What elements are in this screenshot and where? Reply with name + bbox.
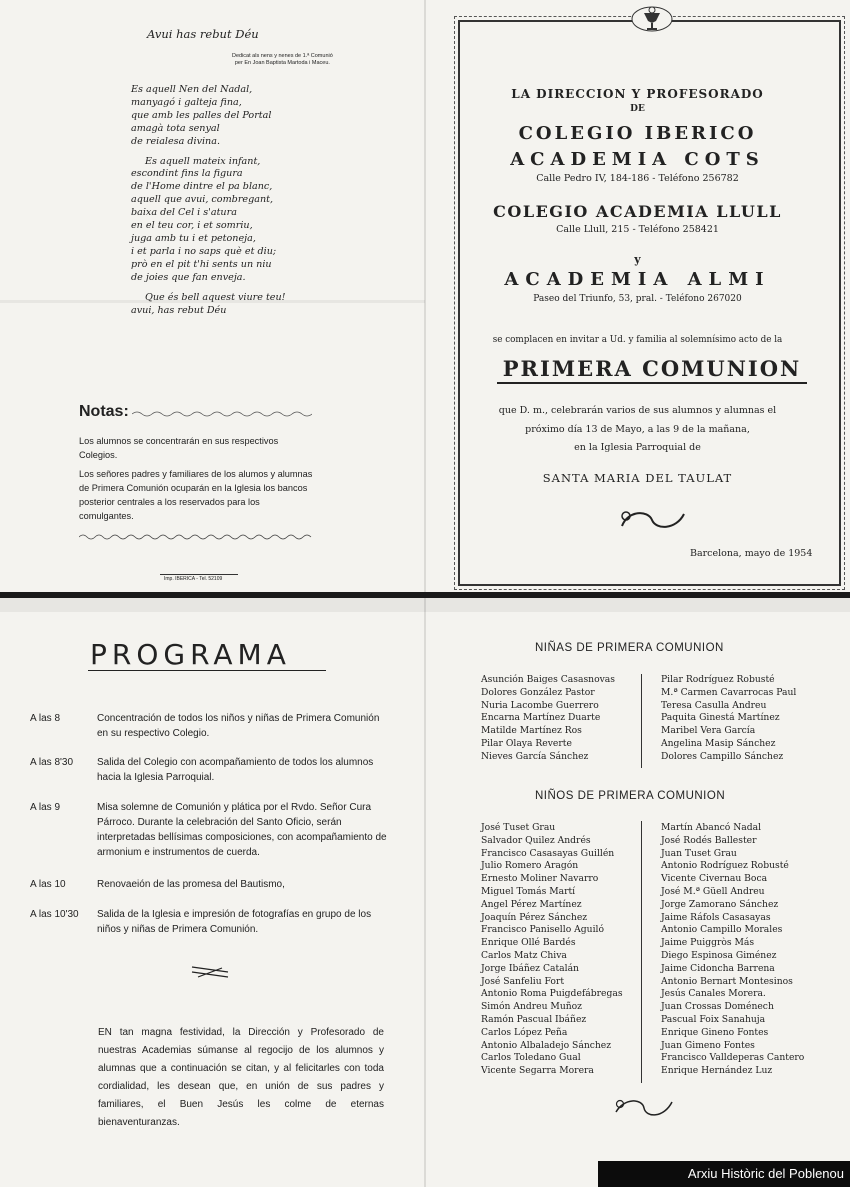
school-address: Calle Pedro IV, 184-186 - Teléfono 256782	[536, 173, 739, 184]
list-item: Teresa Casulla Andreu	[661, 699, 767, 711]
program-text: Renovaeión de las promesa del Bautismo,	[97, 879, 285, 890]
invitation-panel	[425, 0, 850, 592]
list-item: Dolores González Pastor	[481, 686, 595, 698]
list-item: José Rodés Ballester	[661, 834, 757, 846]
list-item: Simón Andreu Muñoz	[481, 1001, 583, 1013]
note-item: Los señores padres y familiares de los alumos y alumnas de Primera Comunión ocuparán en la Iglesia los bancos posterior centrales a los reservados para los comulgantes.	[79, 469, 313, 521]
list-item: Pilar Rodríguez Robusté	[661, 674, 775, 685]
list-item: Martín Abancó Nadal	[661, 822, 762, 833]
school-address: Calle Llull, 215 - Teléfono 258421	[556, 224, 719, 235]
poem-line: escondint fins la figura	[131, 168, 243, 180]
list-item: Diego Espinosa Giménez	[661, 949, 777, 961]
horizontal-separator	[0, 592, 850, 598]
school-name: COLEGIO ACADEMIA LLULL	[493, 202, 782, 221]
program-text: Concentración de todos los niños y niñas de Primera Comunión en su respectivo Colegio.	[97, 713, 380, 739]
list-item: Jaime Cidoncha Barrena	[661, 962, 775, 974]
school-name: ACADEMIA ALMI	[504, 269, 771, 290]
list-item: Ramón Pascual Ibáñez	[481, 1013, 587, 1025]
poem-line: prò en el pit t'hi sents un niu	[131, 258, 272, 270]
list-item: Paquita Ginestá Martínez	[661, 712, 780, 724]
program-time: A las 10	[30, 879, 66, 890]
stanza	[131, 292, 286, 318]
dedication-line: Dedicat als nens y nenes de 1.ª Comunió	[232, 53, 333, 59]
list-item: Carlos Toledano Gual	[481, 1052, 581, 1064]
stanza	[131, 84, 286, 149]
list-item: Matilde Martínez Ros	[481, 725, 582, 737]
program-time: A las 10'30	[30, 909, 79, 920]
list-item: Enrique Ollé Bardés	[481, 937, 576, 949]
girls-list-left	[481, 674, 615, 764]
school-name: ACADEMIA COTS	[510, 149, 765, 170]
list-item: Angel Pérez Martínez	[481, 898, 582, 910]
list-item: Antonio Rodríguez Robusté	[661, 860, 789, 872]
note-item: Los alumnos se concentrarán en sus respectivos Colegios.	[79, 436, 279, 460]
chalice-emblem-icon	[630, 3, 674, 33]
poem-line: Es aquell mateix infant,	[145, 155, 261, 167]
list-item: Angelina Masip Sánchez	[661, 737, 776, 749]
list-item: Joaquín Pérez Sánchez	[481, 911, 588, 923]
poem-line: de joies que fan enveja.	[131, 271, 246, 283]
poem-title: Avui has rebut Déu	[147, 27, 259, 41]
list-item: Juan Tuset Grau	[661, 847, 737, 859]
organizer-heading: LA DIRECCION Y PROFESORADO	[511, 87, 764, 101]
girls-list-title: NIÑAS DE PRIMERA COMUNION	[535, 642, 724, 654]
list-item: Antonio Roma Puigdefábregas	[481, 988, 623, 1000]
list-item: M.ª Carmen Cavarrocas Paul	[661, 686, 797, 698]
list-item: Dolores Campillo Sánchez	[661, 750, 784, 762]
list-item: Encarna Martínez Duarte	[481, 712, 601, 724]
list-item: Pascual Foix Sanahuja	[661, 1013, 766, 1025]
program-time: A las 8	[30, 713, 61, 724]
list-item: Vicente Segarra Morera	[481, 1065, 594, 1077]
poem-body	[131, 84, 286, 317]
invitation-text: se complacen en invitar a Ud. y familia al solemnísimo acto de la	[492, 335, 783, 345]
place-date: Barcelona, mayo de 1954	[690, 548, 813, 559]
divider-ornament	[190, 965, 230, 979]
list-item: Asunción Baiges Casasnovas	[481, 674, 616, 685]
list-item: Juan Gimeno Fontes	[661, 1039, 755, 1051]
list-item: Nuria Lacombe Guerrero	[481, 699, 599, 711]
list-item: Pilar Olaya Reverte	[481, 737, 572, 749]
archive-watermark: Arxiu Històric del Poblenou	[598, 1161, 850, 1187]
list-item: Francisco Casasayas Guillén	[481, 847, 615, 859]
list-item: Ernesto Moliner Navarro	[481, 873, 599, 885]
flourish-ornament	[612, 1094, 676, 1120]
poem-line: Es aquell Nen del Nadal,	[131, 84, 253, 95]
boys-list-left	[481, 822, 623, 1078]
poem-line: juga amb tu i et petoneja,	[131, 232, 256, 244]
boys-list-right	[661, 822, 804, 1078]
list-item: Enrique Hernández Luz	[661, 1065, 773, 1077]
flourish-ornament	[618, 504, 688, 536]
list-item: José Sanfeliu Fort	[481, 975, 565, 987]
event-details: próximo día 13 de Mayo, a las 9 de la mañana,	[525, 424, 750, 435]
event-title: PRIMERA COMUNION	[497, 356, 807, 384]
poem-line: manyagó i galteja fina,	[131, 96, 242, 108]
poem-dedication	[232, 53, 333, 67]
poem-line: baixa del Cel i s'atura	[131, 207, 237, 219]
list-item: Maribel Vera García	[661, 725, 756, 737]
list-item: Julio Romero Aragón	[481, 860, 579, 872]
list-item: Antonio Bernart Montesinos	[661, 975, 793, 987]
event-details: que D. m., celebrarán varios de sus alumnos y alumnas el	[498, 405, 777, 416]
notes-underline-ornament	[132, 410, 312, 418]
closing-message: EN tan magna festividad, la Dirección y Profesorado de nuestras Academias súmanse al regocijo de los alumnos y alumnas que a continuación se citan, y al felicitarles con toda cordialidad, les desean que, en unión de sus padres y familiares, el Buen Jesús les colme de eternas bienaventuranzas.	[98, 1027, 384, 1128]
program-time: A las 9	[30, 802, 61, 813]
conjunction: y	[634, 253, 641, 266]
poem-line: de l'Home dintre el pa blanc,	[131, 181, 273, 193]
list-item: Carlos Matz Chiva	[481, 949, 567, 961]
list-item: Nieves García Sánchez	[481, 750, 589, 762]
school-address: Paseo del Triunfo, 53, pral. - Teléfono 267020	[533, 294, 742, 304]
programa-title: PROGRAMA	[90, 638, 291, 671]
notes-body	[79, 434, 315, 523]
program-text: Misa solemne de Comunión y plática por el Rvdo. Señor Cura Párroco. Durante la celebración del Santo Oficio, serán interpretadas bellísimas composiciones, con acompañamiento de armonium e instrumentos de cuerda.	[97, 802, 387, 858]
list-item: José M.ª Güell Andreu	[661, 885, 765, 897]
boys-list-title: NIÑOS DE PRIMERA COMUNION	[535, 790, 726, 802]
list-item: Antonio Campillo Morales	[661, 924, 783, 936]
poem-line: en el teu cor, i et somriu,	[131, 220, 253, 232]
notes-bottom-ornament	[79, 533, 313, 541]
girls-list-right	[661, 674, 796, 764]
list-item: Jaime Ráfols Casasayas	[661, 911, 771, 923]
list-item: Jorge Ibáñez Catalán	[481, 962, 579, 974]
notes-title: Notas:	[79, 403, 129, 420]
list-item: Francisco Valldeperas Cantero	[661, 1052, 805, 1064]
school-name: COLEGIO IBERICO	[518, 123, 757, 144]
poem-line: avui, has rebut Déu	[131, 304, 227, 316]
list-item: Antonio Albaladejo Sánchez	[481, 1039, 612, 1051]
program-text: Salida del Colegio con acompañamiento de todos los alumnos hacia la Iglesia Parroquial.	[97, 757, 374, 783]
poem-line: amagà tota senyal	[131, 122, 220, 134]
dedication-line: per En Joan Baptista Martoda i Maceu.	[234, 60, 330, 66]
program-text: Salida de la Iglesia e impresión de fotografías en grupo de los niños y niñas de Primera Comunión.	[97, 909, 372, 935]
poem-line: que amb les palles del Portal	[131, 109, 272, 121]
list-item: José Tuset Grau	[481, 822, 556, 833]
list-item: Juan Crossas Doménech	[661, 1001, 774, 1013]
list-item: Enrique Gineno Fontes	[661, 1026, 769, 1038]
list-item: Jesús Canales Morera.	[661, 988, 766, 1000]
list-item: Jorge Zamorano Sánchez	[661, 898, 779, 910]
printer-credit: Imp. IBERICA - Tel. 52109	[164, 576, 223, 582]
list-item: Vicente Civernau Boca	[661, 873, 768, 885]
stanza	[131, 156, 286, 285]
poem-panel	[0, 0, 425, 592]
poem-line: i et parla i no saps què et diu;	[131, 245, 277, 257]
list-item: Miguel Tomás Martí	[481, 885, 576, 897]
list-item: Carlos López Peña	[481, 1026, 568, 1038]
church-name: SANTA MARIA DEL TAULAT	[542, 471, 733, 485]
list-item: Salvador Quilez Andrés	[481, 834, 591, 846]
organizer-de: DE	[630, 104, 645, 114]
poem-line: aquell que avui, combregant,	[131, 194, 274, 206]
list-item: Francisco Panisello Aguiló	[481, 924, 604, 936]
event-details: en la Iglesia Parroquial de	[574, 442, 701, 453]
poem-line: Que és bell aquest viure teu!	[145, 291, 286, 303]
list-item: Jaime Puiggròs Más	[661, 937, 755, 949]
poem-line: de reialesa divina.	[131, 135, 221, 147]
program-time: A las 8'30	[30, 757, 74, 768]
